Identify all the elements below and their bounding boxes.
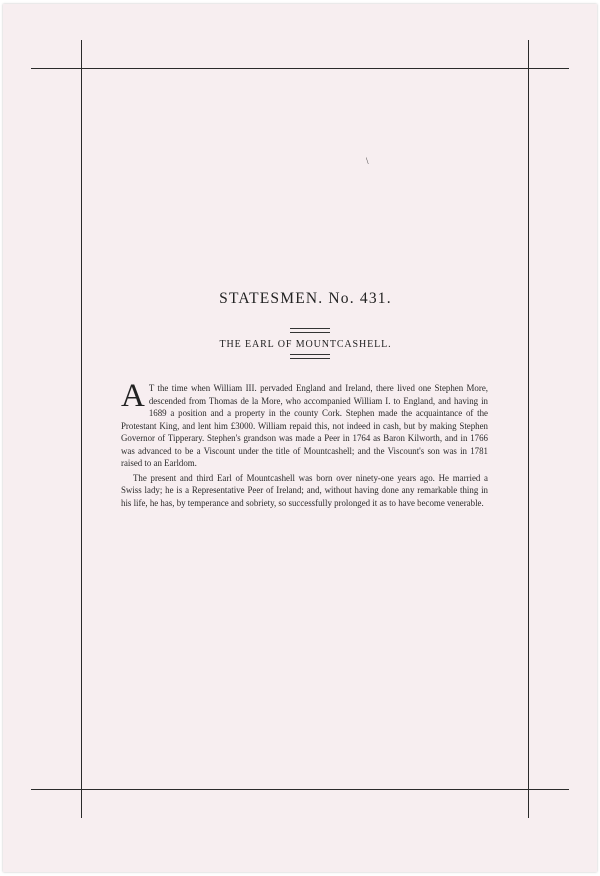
- heading-divider: [290, 328, 330, 333]
- frame-rule-bottom: [31, 789, 569, 790]
- article-body: [121, 378, 488, 509]
- frame-rule-top: [31, 68, 569, 69]
- page-heading: STATESMEN. No. 431.: [219, 290, 392, 307]
- article-title: THE EARL OF MOUNTCASHELL.: [219, 339, 392, 350]
- drop-cap: A: [121, 378, 145, 414]
- frame-rule-left: [81, 40, 82, 818]
- printed-page: [3, 4, 597, 872]
- frame-rule-right: [528, 40, 529, 818]
- title-divider: [290, 354, 330, 359]
- paragraph-1-text: T the time when William III. pervaded England and Ireland, there lived one Stephen More, descended from Thomas de la More, who accompanied William I. to England, and having in 1689 a position and a property in the county Cork. Stephen made the acquaintance of the Protestant King, and lent him £3000. William repaid this, not indeed in cash, but by making Stephen Governor of Tipperary. Stephen's grandson was made a Peer in 1764 as Baron Kilworth, and in 1766 was advanced to be a Viscount under the title of Mountcashell; and the Viscount's son was in 1781 raised to an Earldom.: [121, 383, 488, 468]
- paragraph-1: [121, 378, 488, 470]
- ink-speck: \: [366, 156, 369, 166]
- paragraph-2: The present and third Earl of Mountcashell was born over ninety-one years ago. He married a Swiss lady; he is a Representative Peer of Ireland; and, without having done any remarkable thing in his life, he has, by temperance and sobriety, so successfully prolonged it as to have become venerable.: [121, 472, 488, 508]
